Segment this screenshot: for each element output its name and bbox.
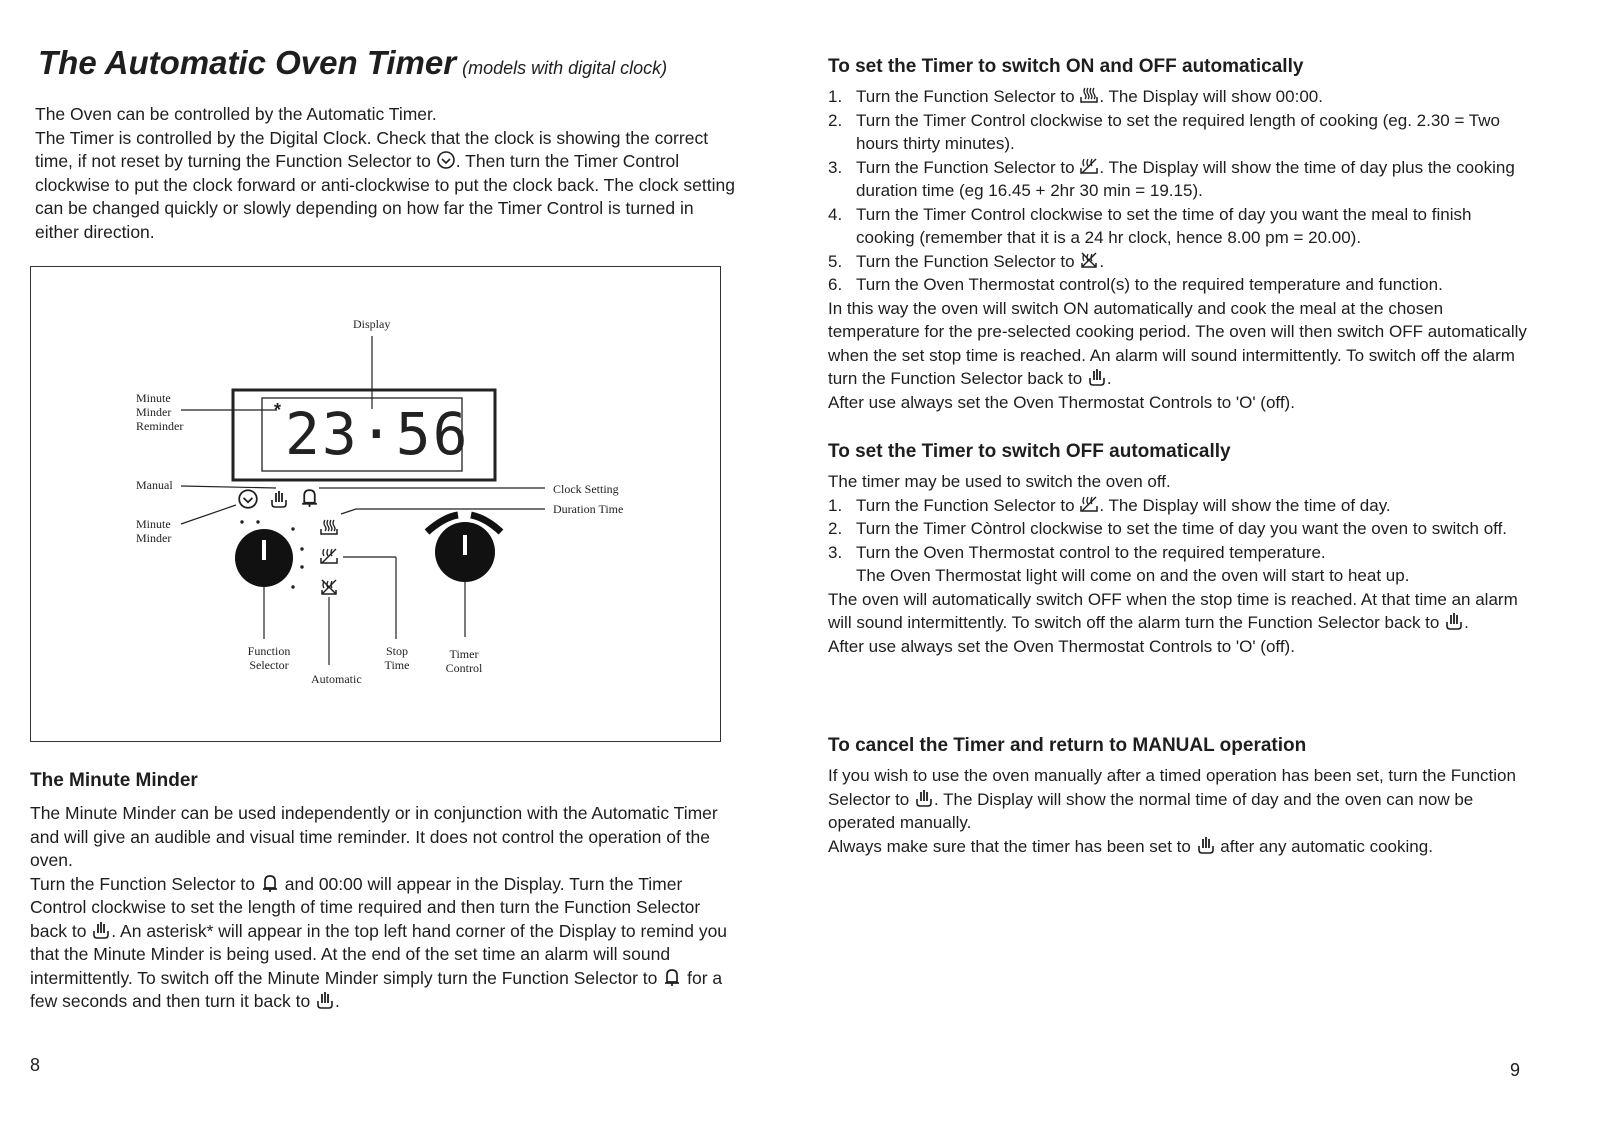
minute-minder-label: Minute Minder bbox=[136, 517, 172, 545]
display-asterisk: * bbox=[274, 400, 282, 420]
stop-time-icon bbox=[321, 549, 337, 563]
step-number: 4. bbox=[828, 204, 843, 224]
heat-waves-icon bbox=[321, 520, 337, 534]
step-number: 3. bbox=[828, 157, 843, 177]
duration-time-label: Duration Time bbox=[553, 502, 624, 516]
step-number: 3. bbox=[828, 542, 843, 562]
list-item bbox=[828, 273, 1528, 297]
step-text: . bbox=[1099, 251, 1105, 271]
paragraph bbox=[828, 835, 1528, 859]
after-use-note: After use always set the Oven Thermostat Controls to 'O' (off). bbox=[828, 636, 1295, 656]
hand-icon bbox=[1444, 611, 1464, 631]
stop-time-label: Stop Time bbox=[384, 644, 410, 672]
section-heading-off: To set the Timer to switch OFF automatically bbox=[828, 441, 1231, 462]
paragraph-part: In this way the oven will switch ON automatically and cook the meal at the chosen temperature for the pre-selected cooking period. The oven will then switch OFF automatically when the set stop time is reached. An alarm will sound intermittently. To switch off the alarm turn the Function Selector back to bbox=[828, 298, 1527, 388]
hand-icon bbox=[1196, 835, 1216, 855]
minute-minder-text bbox=[30, 802, 730, 1014]
control-panel-diagram bbox=[30, 266, 721, 742]
instructions-part: and 00:00 will appear in the Display. Turn the Timer Control clockwise to set the length of time required and then turn the Function Selector back to bbox=[30, 873, 701, 941]
instructions-part: . An asterisk* will appear in the top left hand corner of the Display to remind you that the Minute Minder is being used. At the end of the set time an alarm will sound intermittently. To switch off the Minute Minder simply turn the Function Selector to bbox=[30, 920, 728, 988]
step-text: . The Display will show the time of day plus the cooking duration time (eg 16.45 + 2hr 30 min = 19.15). bbox=[856, 157, 1515, 200]
list-item bbox=[828, 156, 1528, 203]
intro-paragraph-part: The Timer is controlled by the Digital Clock. Check that the clock is showing the correct time, if not reset by turning the Function Selector to bbox=[35, 127, 709, 171]
paragraph-part: If you wish to use the oven manually after a timed operation has been set, turn the Function Selector to bbox=[828, 766, 1516, 809]
display-digits: 23·56 bbox=[285, 400, 470, 468]
stop-time-icon bbox=[1079, 494, 1099, 514]
page-title-text: The Automatic Oven Timer bbox=[38, 44, 457, 81]
step-text: Turn the Timer Control clockwise to set the time of day you want the meal to finish cooking (remember that it is a 24 hr clock, hence 8.00 pm = 20.00). bbox=[856, 204, 1472, 247]
steps-list bbox=[828, 494, 1528, 565]
step-text: Turn the Function Selector to bbox=[856, 495, 1080, 515]
list-item bbox=[828, 85, 1528, 109]
timer-control-label: Timer Control bbox=[445, 647, 483, 675]
list-item bbox=[828, 494, 1528, 518]
hand-icon bbox=[315, 990, 335, 1010]
automatic-label: Automatic bbox=[311, 672, 362, 686]
bell-icon bbox=[260, 873, 280, 893]
section-intro: The timer may be used to switch the oven off. bbox=[828, 472, 1171, 491]
list-item bbox=[828, 517, 1528, 541]
instructions-part: Turn the Function Selector to bbox=[30, 873, 260, 894]
paragraph bbox=[828, 297, 1528, 391]
intro-paragraph bbox=[35, 127, 735, 245]
section-heading-cancel: To cancel the Timer and return to MANUAL operation bbox=[828, 735, 1307, 756]
hand-icon bbox=[1087, 367, 1107, 387]
clock-icon bbox=[436, 150, 456, 170]
paragraph-part: . bbox=[1464, 613, 1469, 632]
minute-minder-reminder-label: Minute Minder Reminder bbox=[136, 391, 184, 433]
hand-icon bbox=[91, 920, 111, 940]
step-text: Turn the Timer Còntrol clockwise to set the time of day you want the oven to switch off. bbox=[856, 519, 1508, 538]
clock-icon bbox=[239, 490, 257, 508]
section-on-off-body bbox=[828, 85, 1528, 414]
manual-label: Manual bbox=[136, 478, 173, 492]
step-text: . The Display will show the time of day. bbox=[1099, 495, 1391, 515]
hand-icon bbox=[272, 491, 286, 507]
paragraph-part: . The Display will show the normal time of day and the oven can now be operated manually. bbox=[828, 789, 1474, 832]
paragraph-part: The oven will automatically switch OFF when the stop time is reached. At that time an alarm will sound intermittently. To switch off the alarm turn the Function Selector back to bbox=[828, 589, 1518, 632]
minute-minder-paragraph: The Minute Minder can be used independently or in conjunction with the Automatic Timer and will give an audible and visual time reminder. It does not control the operation of the oven. bbox=[30, 803, 718, 870]
left-page bbox=[0, 0, 780, 1131]
right-page bbox=[800, 0, 1600, 1131]
intro-line: The Oven can be controlled by the Automatic Timer. bbox=[35, 104, 437, 124]
display-label: Display bbox=[353, 317, 391, 331]
step-text: Turn the Timer Control clockwise to set the required length of cooking (eg. 2.30 = Two hours thirty minutes). bbox=[856, 110, 1500, 153]
heat-waves-icon bbox=[1079, 85, 1099, 105]
step-text: Turn the Oven Thermostat control to the required temperature. bbox=[856, 542, 1326, 562]
steps-list bbox=[828, 85, 1528, 297]
step-number: 1. bbox=[828, 87, 843, 106]
step-number: 2. bbox=[828, 110, 843, 130]
after-use-note: After use always set the Oven Thermostat Controls to 'O' (off). bbox=[828, 392, 1295, 412]
step-text: Turn the Function Selector to bbox=[856, 87, 1080, 106]
minute-minder-heading: The Minute Minder bbox=[30, 770, 198, 791]
step-text: Turn the Function Selector to bbox=[856, 251, 1080, 271]
automatic-icon bbox=[1079, 250, 1099, 270]
step-number: 1. bbox=[828, 495, 843, 515]
instructions-part: for a few seconds and then turn it back to bbox=[30, 967, 723, 1011]
minute-minder-instructions bbox=[30, 873, 730, 1014]
list-item bbox=[828, 203, 1528, 250]
section-off-body bbox=[828, 470, 1528, 658]
page-number: 8 bbox=[30, 1055, 41, 1075]
paragraph bbox=[828, 588, 1528, 635]
paragraph-part: Always make sure that the timer has been set to bbox=[828, 836, 1196, 856]
step-number: 5. bbox=[828, 251, 843, 271]
hand-icon bbox=[914, 788, 934, 808]
section-cancel-body bbox=[828, 764, 1528, 858]
step-continuation: The Oven Thermostat light will come on and the oven will start to heat up. bbox=[856, 566, 1410, 585]
step-number: 2. bbox=[828, 519, 843, 538]
bell-icon bbox=[302, 490, 317, 507]
step-text: Turn the Oven Thermostat control(s) to the required temperature and function. bbox=[856, 275, 1443, 294]
list-item bbox=[828, 541, 1528, 565]
intro-text bbox=[35, 103, 735, 244]
bell-icon bbox=[662, 967, 682, 987]
page-title-subtitle: (models with digital clock) bbox=[462, 58, 668, 78]
stop-time-icon bbox=[1079, 156, 1099, 176]
function-selector-label: Function Selector bbox=[247, 644, 291, 672]
intro-paragraph-part: . Then turn the Timer Control clockwise to put the clock forward or anti-clockwise to put the clock back. The clock setting can be changed quickly or slowly depending on how far the Timer Control is turned in either direction. bbox=[35, 151, 735, 242]
paragraph-part: after any automatic cooking. bbox=[1215, 836, 1433, 856]
automatic-icon bbox=[322, 580, 336, 594]
section-heading-on-off: To set the Timer to switch ON and OFF automatically bbox=[828, 56, 1304, 77]
instructions-part: . bbox=[335, 991, 340, 1011]
paragraph bbox=[828, 764, 1528, 835]
step-text: . The Display will show 00:00. bbox=[1099, 87, 1323, 106]
step-text: Turn the Function Selector to bbox=[856, 157, 1080, 177]
page-number: 9 bbox=[1510, 1060, 1521, 1080]
clock-setting-label: Clock Setting bbox=[553, 482, 619, 496]
list-item bbox=[828, 250, 1528, 274]
page-title bbox=[38, 44, 667, 82]
step-number: 6. bbox=[828, 275, 843, 294]
list-item bbox=[828, 109, 1528, 156]
paragraph-part: . bbox=[1106, 369, 1112, 388]
